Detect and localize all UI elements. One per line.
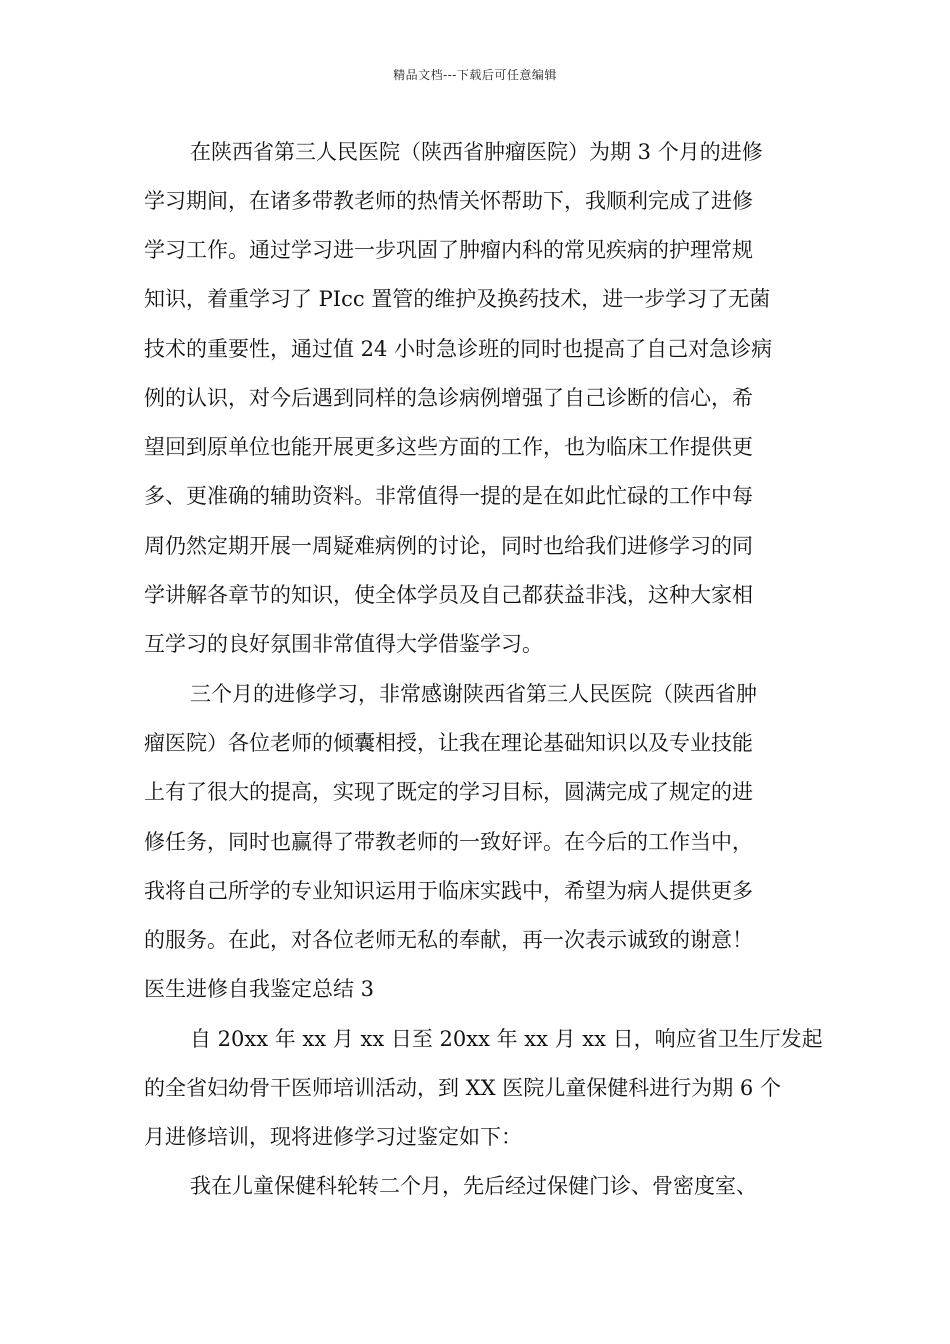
paragraph-1-line-4: 知识，着重学习了 PIcc 置管的维护及换药技术，进一步学习了无菌 bbox=[144, 287, 771, 311]
paragraph-1-line-10: 学讲解各章节的知识，使全体学员及自己都获益非浅，这种大家相 bbox=[144, 583, 753, 607]
paragraph-1-line-11: 互学习的良好氛围非常值得大学借鉴学习。 bbox=[144, 632, 543, 656]
paragraph-1-line-6: 例的认识，对今后遇到同样的急诊病例增强了自己诊断的信心，希 bbox=[144, 386, 753, 410]
paragraph-1-line-7: 望回到原单位也能开展更多这些方面的工作，也为临床工作提供更 bbox=[144, 435, 753, 459]
paragraph-3-line-3: 月进修培训，现将进修学习过鉴定如下： bbox=[144, 1125, 522, 1149]
paragraph-2-line-3: 上有了很大的提高，实现了既定的学习目标，圆满完成了规定的进 bbox=[144, 780, 753, 804]
paragraph-2-line-4: 修任务，同时也赢得了带教老师的一致好评。在今后的工作当中， bbox=[144, 830, 753, 854]
paragraph-1-line-9: 周仍然定期开展一周疑难病例的讨论，同时也给我们进修学习的同 bbox=[144, 534, 753, 558]
section-heading: 医生进修自我鉴定总结 3 bbox=[144, 977, 375, 1001]
paragraph-1-line-1: 在陕西省第三人民医院（陕西省肿瘤医院）为期 3 个月的进修 bbox=[190, 140, 763, 164]
paragraph-2-line-5: 我将自己所学的专业知识运用于临床实践中，希望为病人提供更多 bbox=[144, 879, 753, 903]
paragraph-2-line-6: 的服务。在此，对各位老师无私的奉献，再一次表示诚致的谢意！ bbox=[144, 928, 753, 952]
paragraph-2-line-2: 瘤医院）各位老师的倾囊相授，让我在理论基础知识以及专业技能 bbox=[144, 731, 753, 755]
paragraph-3-line-1: 自 20xx 年 xx 月 xx 日至 20xx 年 xx 月 xx 日，响应省卫生厅发起 bbox=[190, 1027, 823, 1051]
page-header: 精品文档---下载后可任意编辑 bbox=[393, 68, 557, 82]
paragraph-2-line-1: 三个月的进修学习，非常感谢陕西省第三人民医院（陕西省肿 bbox=[190, 682, 757, 706]
paragraph-1-line-3: 学习工作。通过学习进一步巩固了肿瘤内科的常见疾病的护理常规 bbox=[144, 238, 753, 262]
paragraph-1-line-2: 学习期间，在诸多带教老师的热情关怀帮助下，我顺利完成了进修 bbox=[144, 189, 753, 213]
paragraph-1-line-8: 多、更准确的辅助资料。非常值得一提的是在如此忙碌的工作中每 bbox=[144, 484, 753, 508]
paragraph-1-line-5: 技术的重要性，通过值 24 小时急诊班的同时也提高了自己对急诊病 bbox=[144, 337, 773, 361]
paragraph-3-line-2: 的全省妇幼骨干医师培训活动，到 XX 医院儿童保健科进行为期 6 个 bbox=[144, 1076, 781, 1100]
paragraph-4-line-1: 我在儿童保健科轮转二个月，先后经过保健门诊、骨密度室、 bbox=[190, 1174, 757, 1198]
